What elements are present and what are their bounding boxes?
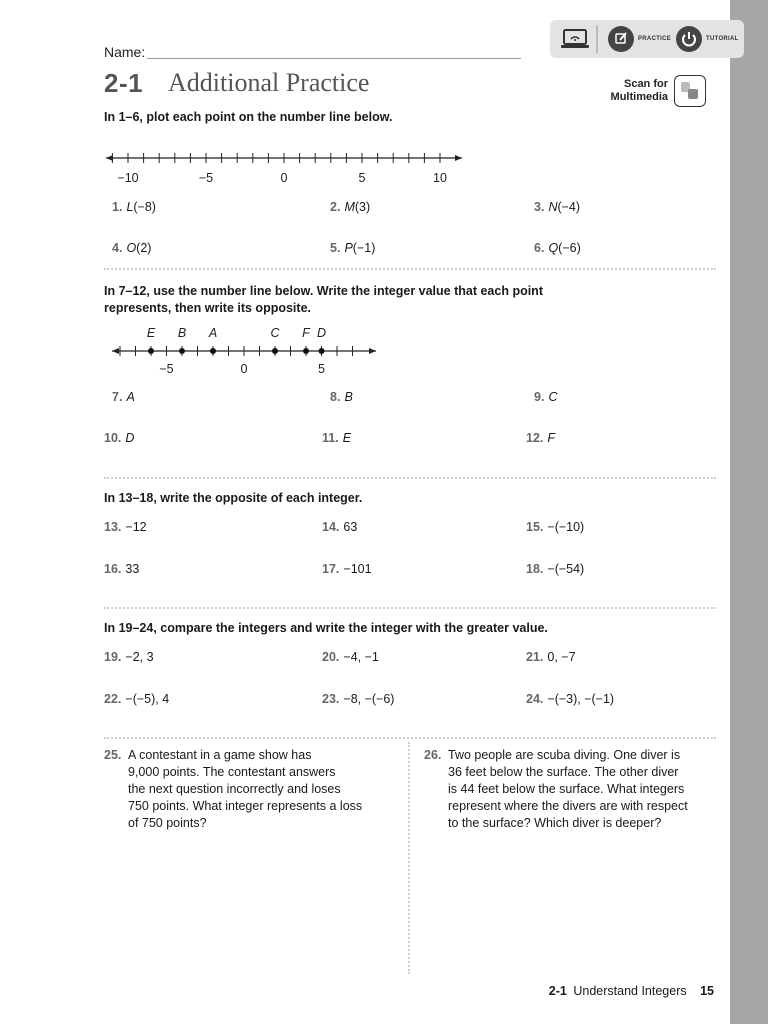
point-label-c: C (270, 326, 280, 340)
item-5: 5. P(−1) (330, 241, 376, 255)
problem-26-line: represent where the divers are with respect (448, 799, 688, 813)
page-number: 15 (700, 984, 714, 998)
problem-26-number: 26. (424, 748, 442, 762)
point-f (303, 348, 309, 354)
problem-25-number: 25. (104, 748, 122, 762)
tick-label: −5 (159, 362, 174, 376)
problem-26 (424, 747, 724, 832)
point-label-e: E (146, 326, 156, 340)
item-18: 18. −(−54) (526, 562, 585, 576)
item-15: 15. −(−10) (526, 520, 585, 534)
item-16: 16. 33 (104, 562, 140, 576)
name-blank-line[interactable] (147, 58, 521, 59)
item-14: 14. 63 (322, 520, 358, 534)
section2-instruction (104, 283, 543, 317)
item-10: 10. D (104, 431, 135, 445)
point-label-b: B (177, 326, 187, 340)
footer-lesson-number: 2-1 (548, 984, 567, 998)
practice-label: PRACTICE (638, 36, 672, 42)
section4-instruction: In 19–24, compare the integers and write the integer with the greater value. (104, 621, 548, 635)
item-17: 17. −101 (322, 562, 372, 576)
name-label: Name: (104, 44, 146, 60)
lesson-number: 2-1 (104, 68, 144, 98)
problem-25-line: the next question incorrectly and loses (128, 782, 341, 796)
footer-lesson-title: Understand Integers (573, 984, 687, 998)
section-divider (104, 737, 716, 739)
item-21: 21. 0, −7 (526, 650, 576, 664)
item-12: 12. F (526, 431, 556, 445)
item-9: 9. C (534, 390, 558, 404)
problem-25-line: A contestant in a game show has (128, 748, 312, 762)
tick-label: −5 (198, 171, 214, 185)
right-arrow-icon (369, 348, 376, 354)
number-line-2 (104, 322, 384, 378)
item-22: 22. −(−5), 4 (104, 692, 170, 706)
number-line-1[interactable] (104, 148, 470, 190)
problem-26-line: Two people are scuba diving. One diver is (448, 748, 681, 762)
practice-button[interactable] (608, 26, 634, 52)
point-e (148, 348, 154, 354)
item-7: 7. A (112, 390, 135, 404)
tick-label: −10 (117, 171, 139, 185)
section3-instruction: In 13–18, write the opposite of each integer. (104, 491, 363, 505)
left-arrow-icon (112, 348, 119, 354)
pencil-icon (608, 26, 634, 52)
point-label-f: F (302, 326, 310, 340)
point-b (179, 348, 185, 354)
scan-line1: Scan for (623, 78, 668, 90)
media-toolbar (550, 20, 744, 58)
tick-label: 5 (358, 171, 366, 185)
right-arrow-icon (455, 155, 462, 161)
problem-25 (104, 747, 394, 832)
tutorial-button[interactable] (676, 26, 702, 52)
tick-label: 0 (240, 362, 248, 376)
scan-for-multimedia (600, 78, 668, 104)
multimedia-scan-icon[interactable] (674, 75, 706, 107)
tick-label: 5 (318, 362, 325, 376)
problem-25-line: of 750 points? (128, 816, 207, 830)
laptop-icon[interactable] (560, 28, 590, 55)
section-divider (104, 268, 716, 270)
problem-26-line: to the surface? Which diver is deeper? (448, 816, 662, 830)
tick-label: 0 (280, 171, 288, 185)
section2-instruction-line1: In 7–12, use the number line below. Write the integer value that each point (104, 284, 543, 298)
scan-line2: Multimedia (610, 91, 668, 103)
tick-label: 10 (433, 171, 447, 185)
item-3: 3. N(−4) (534, 200, 581, 214)
point-a (210, 348, 216, 354)
toolbar-divider (596, 25, 598, 53)
section1-instruction: In 1–6, plot each point on the number line below. (104, 110, 393, 124)
item-8: 8. B (330, 390, 353, 404)
point-label-d: D (316, 326, 327, 340)
item-6: 6. Q(−6) (534, 241, 581, 255)
problem-26-line: is 44 feet below the surface. What integers (448, 782, 685, 796)
item-24: 24. −(−3), −(−1) (526, 692, 615, 706)
point-label-a: A (208, 326, 218, 340)
point-d (319, 348, 325, 354)
point-c (272, 348, 278, 354)
section-divider (104, 477, 716, 479)
item-23: 23. −8, −(−6) (322, 692, 395, 706)
item-19: 19. −2, 3 (104, 650, 154, 664)
column-divider (408, 742, 410, 974)
problem-25-line: 9,000 points. The contestant answers (128, 765, 336, 779)
section-divider (104, 607, 716, 609)
item-13: 13. −12 (104, 520, 147, 534)
section2-instruction-line2: represents, then write its opposite. (104, 301, 311, 315)
problem-26-line: 36 feet below the surface. The other diver (448, 765, 679, 779)
item-1: 1. L(−8) (112, 200, 156, 214)
page-title: Additional Practice (168, 68, 370, 97)
page-footer (549, 984, 714, 998)
page-edge-band (730, 0, 768, 1024)
item-20: 20. −4, −1 (322, 650, 379, 664)
problem-25-line: 750 points. What integer represents a loss (128, 799, 363, 813)
power-icon (676, 26, 702, 52)
item-11: 11. E (322, 431, 352, 445)
tutorial-label: TUTORIAL (706, 36, 739, 42)
item-2: 2. M(3) (330, 200, 371, 214)
item-4: 4. O(2) (112, 241, 152, 255)
